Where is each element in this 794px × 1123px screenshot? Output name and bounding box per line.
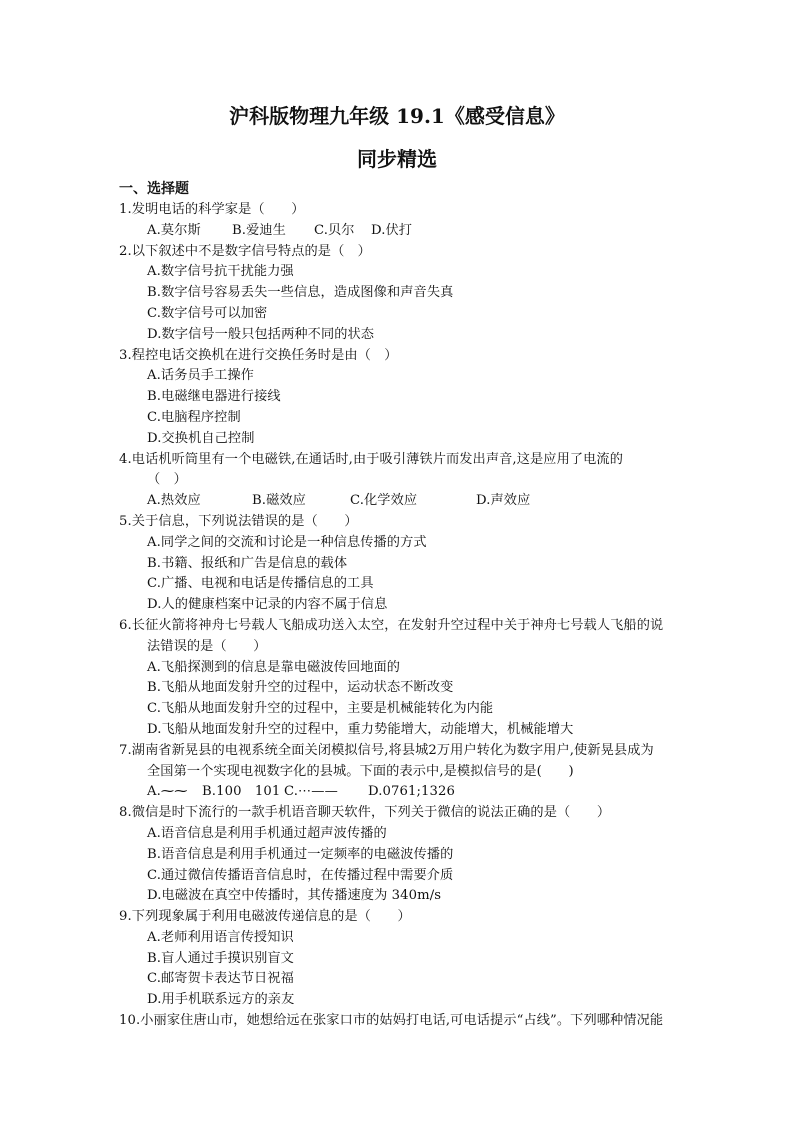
option-b: B.盲人通过手摸识别盲文: [147, 950, 294, 966]
question-1: [119, 200, 709, 242]
question-stem: 7.湖南省新晃县的电视系统全面关闭模拟信号,将县城2万用户转化为数字用户,使新晃县成为: [119, 742, 654, 758]
document-subtitle: 同步精选: [357, 147, 437, 171]
question-2: [119, 242, 709, 346]
question-9: [119, 907, 709, 1011]
option-d: D.伏打: [371, 222, 413, 238]
option-a: A.老师利用语言传授知识: [147, 929, 294, 945]
option-d: D.数字信号一般只包括两种不同的状态: [147, 326, 375, 342]
option-c: C.广播、电视和电话是传播信息的工具: [147, 576, 374, 592]
option-a: A.⁓⁓: [147, 784, 188, 800]
option-b: B.100 101: [202, 784, 281, 800]
option-d: D.声效应: [476, 493, 531, 509]
option-c: C.电脑程序控制: [147, 409, 241, 425]
question-stem-continued: 法错误的是（ ）: [147, 638, 267, 654]
option-c: C.邮寄贺卡表达节日祝福: [147, 971, 294, 987]
option-b: B.电磁继电器进行接线: [147, 389, 281, 405]
option-c: C.化学效应: [350, 493, 418, 509]
section-heading: 一、选择题: [119, 181, 189, 197]
question-stem-continued: （ ）: [147, 472, 187, 488]
option-b: B.爱迪生: [232, 222, 286, 238]
question-stem: 5.关于信息，下列说法错误的是（ ）: [119, 513, 358, 529]
option-a: A.话务员手工操作: [147, 368, 254, 384]
option-a: A.同学之间的交流和讨论是一种信息传播的方式: [147, 534, 427, 550]
option-a: A.莫尔斯: [147, 222, 201, 238]
question-8: [119, 803, 709, 907]
option-d: D.用手机联系远方的亲友: [147, 992, 295, 1008]
question-stem: 8.微信是时下流行的一款手机语音聊天软件，下列关于微信的说法正确的是（ ）: [119, 805, 611, 821]
question-list: [119, 200, 709, 1032]
document-title: 沪科版物理九年级 19.1《感受信息》: [229, 104, 565, 128]
option-row: [119, 782, 709, 803]
question-7: [119, 741, 709, 803]
question-stem: 6.长征火箭将神舟七号载人飞船成功送入太空，在发射升空过程中关于神舟七号载人飞船的说: [119, 617, 664, 633]
question-5: [119, 512, 709, 616]
option-a: A.飞船探测到的信息是靠电磁波传回地面的: [147, 659, 401, 675]
option-a: A.热效应: [147, 493, 201, 509]
question-stem: 1.发明电话的科学家是（ ）: [119, 202, 305, 217]
option-d: D.人的健康档案中记录的内容不属于信息: [147, 597, 388, 613]
option-c: C.数字信号可以加密: [147, 305, 268, 321]
option-row: [119, 221, 709, 242]
question-stem: 2.以下叙述中不是数字信号特点的是（ ）: [119, 243, 371, 259]
question-10: [119, 1011, 709, 1032]
option-b: B.数字信号容易丢失一些信息，造成图像和声音失真: [147, 285, 454, 301]
question-stem: 9.下列现象属于利用电磁波传递信息的是（ ）: [119, 909, 411, 925]
option-d: D.0761;1326: [368, 784, 455, 800]
question-4: [119, 450, 709, 512]
question-3: [119, 346, 709, 450]
question-stem: 10.小丽家住唐山市，她想给远在张家口市的姑妈打电话,可电话提示“占线”。下列哪种情况能: [119, 1013, 664, 1029]
option-d: D.电磁波在真空中传播时，其传播速度为 340m/s: [147, 888, 442, 904]
option-row: [119, 491, 709, 512]
option-c: C.飞船从地面发射升空的过程中，主要是机械能转化为内能: [147, 701, 494, 717]
option-b: B.磁效应: [252, 493, 306, 509]
option-d: D.飞船从地面发射升空的过程中，重力势能增大，动能增大，机械能增大: [147, 721, 574, 737]
option-b: B.语音信息是利用手机通过一定频率的电磁波传播的: [147, 846, 454, 862]
option-a: A.语音信息是利用手机通过超声波传播的: [147, 825, 387, 841]
option-b: B.书籍、报纸和广告是信息的载体: [147, 555, 348, 571]
question-stem: 4.电话机听筒里有一个电磁铁,在通话时,由于吸引薄铁片而发出声音,这是应用了电流的: [119, 451, 624, 467]
option-d: D.交换机自己控制: [147, 430, 255, 446]
option-c: C.通过微信传播语音信息时，在传播过程中需要介质: [147, 867, 454, 883]
option-b: B.飞船从地面发射升空的过程中，运动状态不断改变: [147, 680, 454, 696]
question-stem: 3.程控电话交换机在进行交换任务时是由（ ）: [119, 347, 398, 363]
question-stem-continued: 全国第一个实现电视数字化的县城。下面的表示中,是模拟信号的是( ): [147, 763, 574, 779]
option-c: C.贝尔: [314, 222, 355, 238]
question-6: [119, 616, 709, 741]
option-a: A.数字信号抗干扰能力强: [147, 264, 294, 280]
option-c: C.⋯——: [284, 784, 338, 800]
